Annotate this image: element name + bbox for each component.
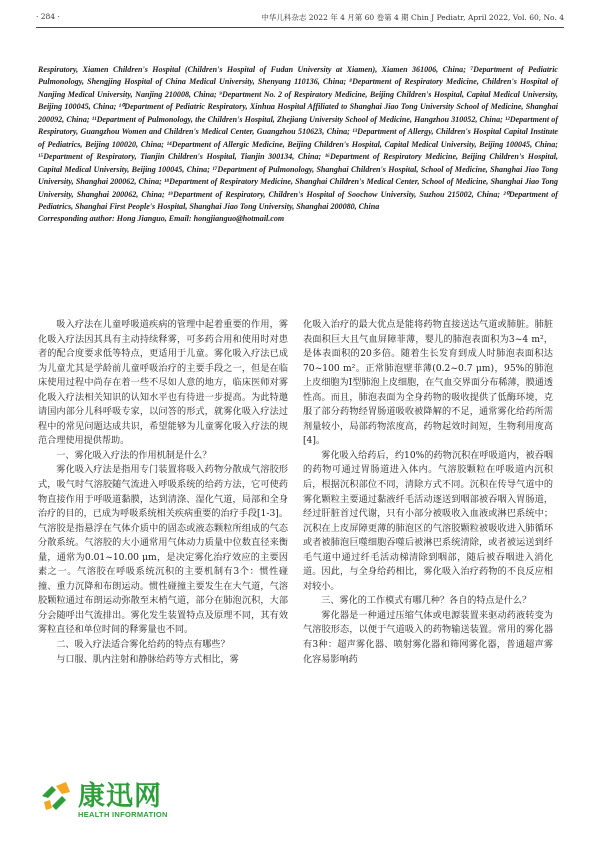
logo-name: 康迅网 [78, 781, 162, 812]
section-2-paragraph-cont: 化吸入治疗的最大优点是能将药物直接送达气道或肺脏。肺脏表面积巨大且气血屏障菲薄，婴儿的肺泡表面积为3~4 m²，是体表面积的20多倍。随着生长发育到成人时肺泡表面积达70~100 m²。正常肺泡壁菲薄(0.2~0.7 μm)，95%的肺泡上皮细胞为Ⅰ型肺泡上皮细胞，在气血交界面分布稀薄，膜通透性高。而且，肺泡表面为全身药物的吸收提供了低酶环境，克服了部分药物经胃肠道吸收被降解的不足，通常雾化给药所需剂量较小，局部药物浓度高，药物起效时间短，生物利用度高[4]。 [303, 320, 553, 447]
intro-paragraph: 吸入疗法在儿童呼吸道疾病的管理中起着重要的作用，雾化吸入疗法因其具有主动持续释雾，可多药合用和使用时对患者的配合度要求低等特点，更适用于儿童。雾化吸入疗法已成为儿童尤其是学龄前儿童呼吸治疗的主要手段之一，但是在临床使用过程中尚存在着一些不尽如人意的地方，临床医师对雾化吸入疗法相关知识的认知水平也有待进一步提高。为此特邀请国内部分儿科呼吸专家，以问答的形式，就雾化吸入疗法过程中的常见问题达成共识，希望能够为儿童雾化吸入疗法的规范合理使用提供帮助。 [38, 320, 288, 447]
section-heading-2: 二、吸入疗法适合雾化给药的特点有哪些？ [56, 640, 230, 651]
affiliations-text: Respiratory, Xiamen Children's Hospital (Children's Hospital of Fudan University at Xiamen), Xiamen 361006, China; ⁷Department of Pediatric Pulmonology, Shengjing Hospital of China Medical University, Shenyang 110136, China; ⁸Department of Respiratory Medicine, Children's Hospital of Nanjing Medical University, Nanjing 210008, China; ⁹Department No. 2 of Respiratory Medicine, Beijing Children's Hospital, Capital Medical University, Beijing 100045, China; ¹⁰Department of Pediatric Respiratory, Xinhua Hospital Affiliated to Shanghai Jiao Tong University School of Medicine, Shanghai 200092, China; ¹¹Department of Pulmonology, the Children's Hospital, Zhejiang University School of Medicine, Hangzhou 310052, China; ¹²Department of Respiratory, Guangzhou Women and Children's Medical Center, Guangzhou 510623, China; ¹³Department of Allergy, Children's Hospital Capital Institute of Pediatrics, Beijing 100020, China; ¹⁴Department of Allergic Medicine, Beijing Children's Hospital, Capital Medical University, Beijing 100045, China; ¹⁵Department of Respiratory, Tianjin Children's Hospital, Tianjin 300134, China; ¹⁶Department of Respiratory Medicine, Beijing Children's Hospital, Capital Medical University, Beijing 100045, China; ¹⁷Department of Pulmonology, Shanghai Children's Hospital, School of Medicine, Shanghai Jiao Tong University, Shanghai 200062, China; ¹⁸Department of Respiratory Medicine, Shanghai Children's Medical Center, School of Medicine, Shanghai Jiao Tong University, Shanghai 200062, China; ¹⁹Department of Respiratory, Children's Hospital of Soochow University, Suzhou 215002, China; ²⁰Department of Pediatrics, Shanghai First People's Hospital, Shanghai Jiao Tong University, Shanghai 200080, China [38, 65, 558, 211]
right-column [303, 318, 553, 667]
affiliations-block [38, 64, 558, 226]
running-header [36, 12, 564, 26]
logo-mark-icon [38, 778, 74, 814]
journal-info: 中华儿科杂志 2022 年 4 月第 60 卷第 4 期 Chin J Pediatr, April 2022, Vol. 60, No. 4 [261, 13, 564, 22]
nebulizer-paragraph: 雾化器是一种通过压缩气体或电源装置来驱动药液转变为气溶胶形态，以便于气道吸入的药物输送装置。常用的雾化器有3种：超声雾化器、喷射雾化器和筛网雾化器，普通超声雾化容易影响药 [303, 610, 553, 665]
page-number: · 284 · [36, 12, 60, 21]
header-rule [36, 27, 564, 28]
section-2-paragraph-start: 与口服、肌内注射和静脉给药等方式相比，雾 [56, 654, 239, 665]
section-1-paragraph: 雾化吸入疗法是指用专门装置将吸入药物分散成气溶胶形式，吸气时气溶胶随气流进入呼吸系统的给药方法，它可使药物直接作用于呼吸道黏膜，达到清涤、湿化气道，局部和全身治疗的目的，已成为呼吸系统相关疾病重要的治疗手段[1-3]。气溶胶是指悬浮在气体介质中的固态或液态颗粒所组成的气态分散系统。气溶胶的大小通常用气体动力质量中位数直径来衡量，通常为0.01~10.00 μm，是决定雾化治疗效应的主要因素之一。气溶胶在呼吸系统沉积的主要机制有3个：惯性碰撞、重力沉降和布朗运动。惯性碰撞主要发生在大气道，气溶胶颗粒通过布朗运动弥散至末梢气道，部分在肺泡沉积，大部分会随呼出气流排出。雾化发生装置特点及原理不同，其有效雾粒直径和单位时间的释雾量也不同。 [38, 465, 288, 636]
logo-subtitle: HEALTH INFORMATION [78, 810, 168, 819]
section-heading-3: 三、雾化的工作模式有哪几种？各自的特点是什么？ [321, 596, 532, 607]
left-column [38, 318, 288, 667]
deposition-paragraph: 雾化吸入给药后，约10%的药物沉积在呼吸道内，被吞咽的药物可通过胃肠道进入体内。气溶胶颗粒在呼吸道内沉积后，根据沉积部位不同，清除方式不同。沉积在传导气道中的雾化颗粒主要通过黏液纤毛活动逐送到咽部被吞咽入胃肠道，经过肝脏首过代谢，只有小部分被吸收入血液或淋巴系统中；沉积在上皮屏障更薄的肺泡区的气溶胶颗粒被吸收进入肺循环或者被肺泡巨噬细胞吞噬后被淋巴系统清除，或者被运送到纤毛气道中通过纤毛活动梯清除到咽部，随后被吞咽进入消化道。因此，与全身给药相比，雾化吸入治疗药物的不良反应相对较小。 [303, 450, 553, 592]
section-heading-1: 一、雾化吸入疗法的作用机制是什么？ [56, 450, 212, 461]
corresponding-author: Corresponding author: Hong Jianguo, Email: hongjianguo@hotmail.com [38, 214, 285, 224]
watermark-logo [38, 774, 198, 828]
